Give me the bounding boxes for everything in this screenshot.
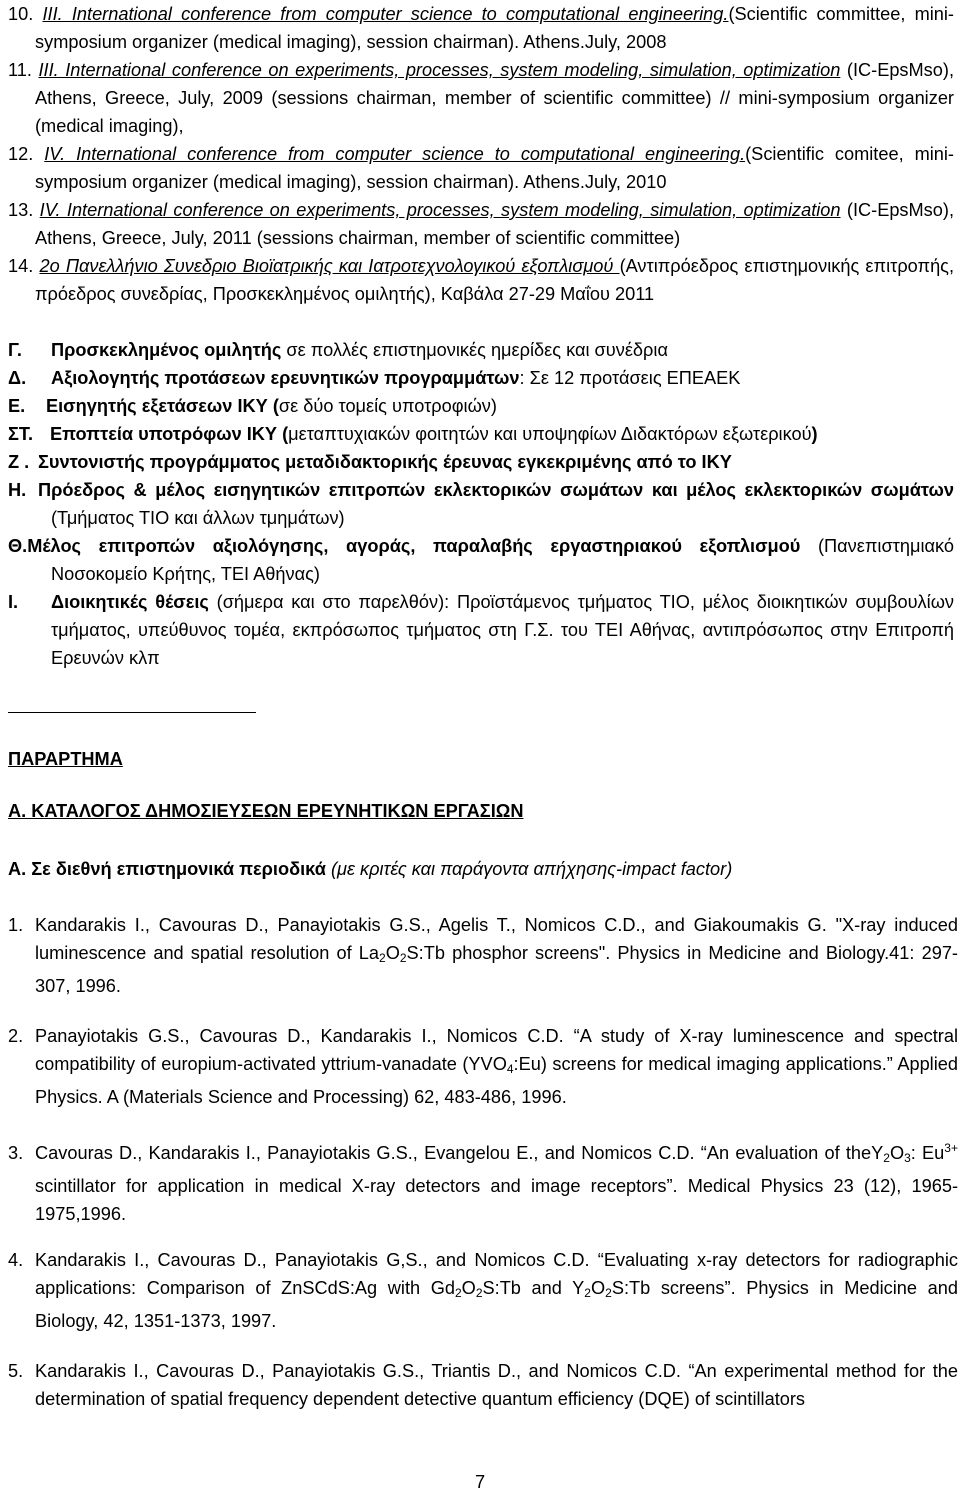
conference-item-12 [8,140,954,196]
publications-heading: Α. ΚΑΤΑΛΟΓΟΣ ΔΗΜΟΣΙΕΥΣΕΩΝ ΕΡΕΥΝΗΤΙΚΩΝ ΕΡΓΑΣΙΩΝ [8,801,524,821]
ref-text: O [461,1278,476,1298]
reference-1 [8,911,958,1000]
subscript: 4 [506,1062,514,1076]
role-e [8,392,954,420]
subscript: 2 [883,1151,890,1165]
reference-2 [8,1022,958,1111]
role-i [8,588,954,672]
role-details: σε πολλές επιστημονικές ημερίδες και συνέδρια [281,340,668,360]
role-title: Πρόεδρος & μέλος εισηγητικών επιτροπών εκλεκτορικών σωμάτων και μέλος εκλεκτορικών σωμάτων [38,480,954,500]
subscript: 2 [399,951,407,965]
conference-item-14 [8,252,954,308]
item-details: (Scientific committee, mini-symposium organizer (medical imaging), session chairman). Athens.July, 2008 [35,4,954,52]
ref-text: : Eu [910,1143,945,1163]
subscript: 3 [904,1151,911,1165]
subheading-note: (με κριτές και παράγοντα απήχησης-impact factor) [325,859,733,879]
role-g [8,336,954,364]
ref-text: scintillator for application in medical X-ray detectors and image receptors”. Medical Physics 23 (12), 1965-1975,1996. [35,1176,958,1224]
role-st [8,420,954,448]
item-number: 10. [8,4,34,24]
conference-title: IV. International conference on experiments, processes, system modeling, simulation, optimization [39,200,841,220]
role-title: Προσκεκλημένος ομιλητής [51,340,282,360]
reference-3 [8,1134,958,1228]
conference-item-10 [8,0,954,56]
role-details: (Τμήματος ΤΙΟ και άλλων τμημάτων) [51,508,345,528]
ref-text: S:Tb and Y [482,1278,585,1298]
conference-title: IV. International conference from computer science to computational engineering. [44,144,746,164]
role-label: Ζ . [8,452,30,472]
conference-item-13 [8,196,954,252]
role-label: Γ. [8,340,22,360]
item-details: (Scientific comitee, mini-symposium organizer (medical imaging), session chairman). Athens.July, 2010 [35,144,954,192]
ref-text: S:Tb phosphor screens". Physics in Medicine and Biology.41: 297-307, 1996. [35,943,958,996]
ref-text: Kandarakis I., Cavouras D., Panayiotakis G.S., Triantis D., and Nomicos C.D. “An experimental method for the determination of spatial frequency dependent detective quantum efficiency (DQE) of scintillators [35,1361,958,1409]
conference-title: III. International conference on experiments, processes, system modeling, simulation, optimization [38,60,841,80]
page-number: 7 [474,1472,486,1492]
ref-number: 2. [8,1026,24,1046]
role-title: Μέλος επιτροπών αξιολόγησης, αγοράς, παραλαβής εργαστηριακού εξοπλισμού [27,536,801,556]
conference-title: 2ο Πανελλήνιο Συνεδριο Βιοϊατρικής και Ιατροτεχνολογικού εξοπλισμού [39,256,620,276]
role-label: Ι. [8,592,19,612]
ref-text: Cavouras D., Kandarakis I., Panayiotakis G.S., Evangelou E., and Nomicos C.D. “An evaluation of theY [35,1143,884,1163]
subheading-title: Α. Σε διεθνή επιστημονικά περιοδικά [8,859,326,879]
reference-5 [8,1357,958,1413]
role-details: (σήμερα και στο παρελθόν): Προϊστάμενος τμήματος ΤΙΟ, μέλος διοικητικών συμβουλίων τμήματος, υπεύθυνος τομέα, εκπρόσωπος τμήματος στη Γ.Σ. του ΤΕΙ Αθήνας, αντιπρόσωπος στην Επιτροπή Ερευνών κλπ [51,592,954,668]
ref-number: 4. [8,1250,24,1270]
ref-number: 3. [8,1143,24,1163]
role-title: Διοικητικές θέσεις [51,592,209,612]
item-number: 13. [8,200,34,220]
item-number: 11. [8,60,32,80]
ref-text: Panayiotakis G.S., Cavouras D., Kandarakis I., Nomicos C.D. “A study of X-ray luminescence and spectral compatibility of europium-activated yttrium-vanadate (YVO [35,1026,958,1074]
ref-number: 1. [8,915,24,935]
ref-text: O [385,943,400,963]
role-title: Αξιολογητής προτάσεων ερευνητικών προγραμμάτων [51,368,520,388]
role-details: μεταπτυχιακών φοιτητών και υποψηφίων Διδακτόρων εξωτερικού [288,424,812,444]
ref-text: S:Tb screens”. Physics in Medicine and Biology, 42, 1351-1373, 1997. [35,1278,958,1331]
subscript: 2 [584,1286,591,1300]
role-th [8,532,954,588]
item-number: 12. [8,144,34,164]
role-label: Δ. [8,368,27,388]
reference-4 [8,1246,958,1335]
ref-text: Kandarakis I., Cavouras D., Panayiotakis G,S., and Nomicos C.D. “Evaluating x-ray detectors for radiographic applications: Comparison of ZnSCdS:Ag with Gd [35,1250,958,1298]
subscript: 2 [379,951,386,965]
role-title: Εισηγητής εξετάσεων ΙΚΥ ( [46,396,279,416]
role-z [8,448,954,476]
subscript: 2 [475,1286,483,1300]
role-h [8,476,954,532]
role-label: ΣΤ. [8,424,34,444]
superscript: 3+ [944,1141,958,1155]
subscript: 2 [454,1286,462,1300]
ref-number: 5. [8,1361,24,1381]
role-close-paren: ) [811,424,818,444]
ref-text: :Eu) screens for medical imaging applications.” Applied Physics. A (Materials Science and Processing) 62, 483-486, 1996. [35,1054,958,1107]
item-details: (Αντιπρόεδρος επιστημονικής επιτροπής, πρόεδρος συνεδρίας, Προσκεκλημένος ομιλητής), Καβάλα 27-29 Μαΐου 2011 [35,256,954,304]
ref-text: Kandarakis I., Cavouras D., Panayiotakis G.S., Agelis T., Nomicos C.D., and Giakoumakis G. "X-ray induced luminescence and spatial resolution of La [35,915,958,963]
item-details: (IC-EpsMso), Athens, Greece, July, 2011 (sessions chairman, member of scientific committee) [35,200,954,248]
journals-subheading [8,855,954,883]
role-details: (Πανεπιστημιακό Νοσοκομείο Κρήτης, ΤΕΙ Αθήνας) [51,536,954,584]
role-details: : Σε 12 προτάσεις ΕΠΕΑΕΚ [519,368,741,388]
role-title: Συντονιστής προγράμματος μεταδιδακτορικής έρευνας εγκεκριμένης από το ΙΚΥ [38,452,732,472]
role-label: Ε. [8,396,26,416]
item-number: 14. [8,256,34,276]
role-details: σε δύο τομείς υποτροφιών) [278,396,497,416]
ref-text: O [889,1143,905,1163]
role-title: Εποπτεία υποτρόφων ΙΚΥ ( [50,424,289,444]
conference-title: III. International conference from computer science to computational engineering. [42,4,729,24]
role-d [8,364,954,392]
ref-text: O [590,1278,606,1298]
appendix-title: ΠΑΡΑΡΤΗΜΑ [8,749,123,769]
role-label: Θ. [8,536,28,556]
conference-item-11 [8,56,954,140]
item-details: (IC-EpsMso), Athens, Greece, July, 2009 (sessions chairman, member of scientific committee) // mini-symposium organizer (medical imaging), [35,60,954,136]
role-label: Η. [8,480,27,500]
separator-rule [8,712,256,713]
subscript: 2 [605,1286,612,1300]
